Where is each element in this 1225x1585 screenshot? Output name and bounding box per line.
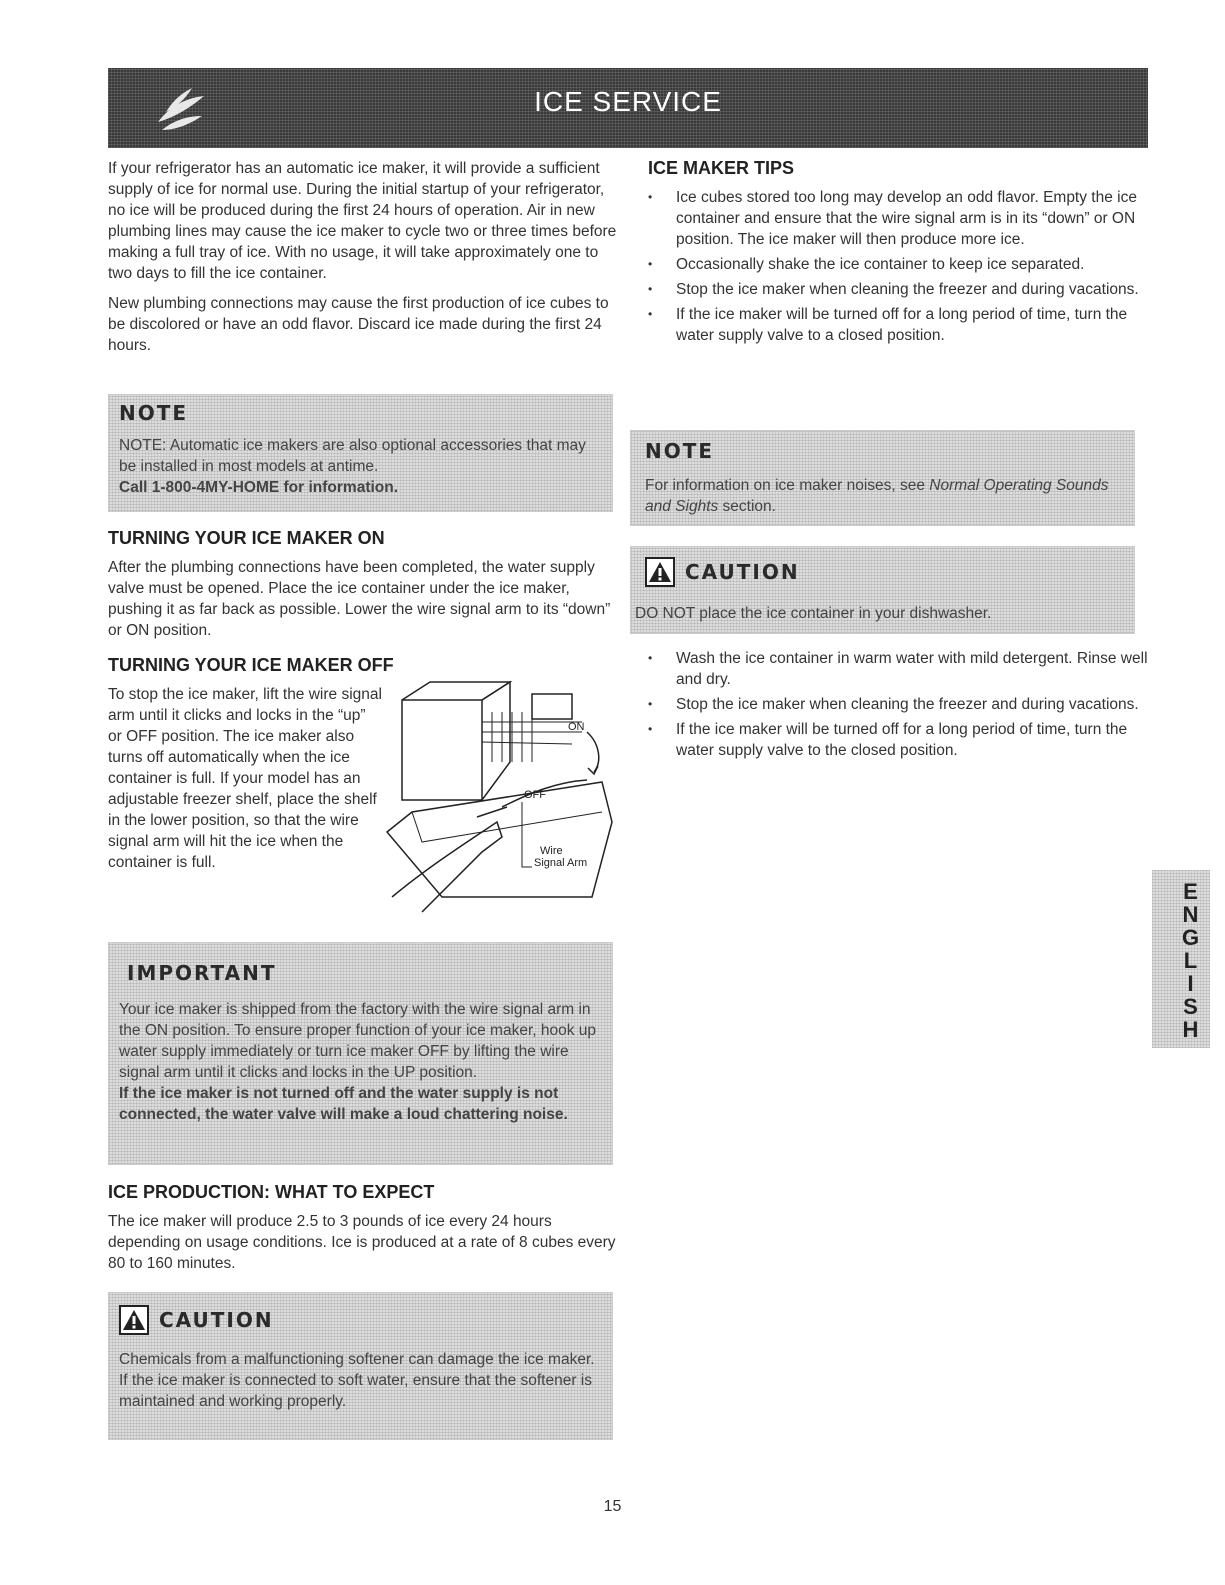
list-item: • Wash the ice container in warm water with mild detergent. Rinse well and dry. xyxy=(648,648,1148,690)
list-item: • Occasionally shake the ice container to keep ice separated. xyxy=(648,254,1148,275)
left-column xyxy=(108,158,620,365)
note-text-italic: Normal Operating Sounds and Sights xyxy=(645,477,1109,515)
care-section xyxy=(648,648,1148,765)
caution-heading: CAUTION xyxy=(159,1308,274,1332)
section-banner xyxy=(108,68,1148,148)
important-text: Your ice maker is shipped from the factory with the wire signal arm in the ON position. To ensure proper function of your ice maker, hook up water supply immediately or turn ice maker OFF by lifting the wire signal arm until it clicks and locks in the UP position. xyxy=(119,1001,597,1081)
list-item: • If the ice maker will be turned off for a long period of time, turn the water supply valve to a closed position. xyxy=(648,304,1148,346)
turning-on-section xyxy=(108,528,620,650)
caution-box xyxy=(108,1292,613,1440)
note-box-2 xyxy=(630,430,1135,526)
note-text-2 xyxy=(645,475,1125,517)
note-text: NOTE: Automatic ice makers are also optional accessories that may be installed in most models at antime. xyxy=(119,437,586,475)
production-text: The ice maker will produce 2.5 to 3 pounds of ice every 24 hours depending on usage conditions. Ice is produced at a rate of 8 cubes every 80 to 160 minutes. xyxy=(108,1213,616,1272)
care-list xyxy=(648,648,1148,761)
turning-off-section xyxy=(108,655,394,882)
tips-list xyxy=(648,187,1148,346)
note-text-suffix: section. xyxy=(718,498,776,515)
intro-paragraph-1: If your refrigerator has an automatic ice maker, it will provide a sufficient supply of ice for normal use. During the initial startup of your refrigerator, no ice will be produced during the first 24 hours of operation. Air in new plumbing lines may cause the ice maker to cycle two or three times before making a full tray of ice. With no usage, it will take approximately one to two days to fill the ice container. xyxy=(108,160,617,282)
caution-text: Chemicals from a malfunctioning softener can damage the ice maker. If the ice maker is connected to soft water, ensure that the softener is maintained and working properly. xyxy=(119,1351,595,1410)
caution-box-2 xyxy=(630,546,1135,634)
important-warning-text: If the ice maker is not turned off and the water supply is not connected, the water valve will make a loud chattering noise. xyxy=(119,1085,568,1123)
list-item: • Stop the ice maker when cleaning the freezer and during vacations. xyxy=(648,694,1148,715)
note-box xyxy=(108,394,613,512)
label-wire: Wire xyxy=(540,845,563,857)
list-item: • Ice cubes stored too long may develop an odd flavor. Empty the ice container and ensure that the wire signal arm is in its “down” or ON position. The ice maker will then produce more ice. xyxy=(648,187,1148,250)
tips-heading: ICE MAKER TIPS xyxy=(648,158,795,178)
note-heading-2: NOTE xyxy=(645,439,715,463)
right-column xyxy=(648,158,1148,350)
label-off: OFF xyxy=(524,789,546,801)
important-box xyxy=(108,942,613,1165)
label-on: ON xyxy=(568,721,585,733)
turning-on-heading: TURNING YOUR ICE MAKER ON xyxy=(108,528,385,548)
production-heading: ICE PRODUCTION: WHAT TO EXPECT xyxy=(108,1182,435,1202)
turning-off-heading: TURNING YOUR ICE MAKER OFF xyxy=(108,655,394,675)
list-item: • Stop the ice maker when cleaning the freezer and during vacations. xyxy=(648,279,1148,300)
turning-on-text: After the plumbing connections have been completed, the water supply valve must be opened. Place the ice container under the ice maker, pushing it as far back as possible. Lower the wire signal arm to its “down” or ON position. xyxy=(108,559,611,639)
warning-icon xyxy=(119,1305,149,1335)
note-phone-text: Call 1-800-4MY-HOME for information. xyxy=(119,479,399,496)
production-section xyxy=(108,1182,620,1283)
list-item: • If the ice maker will be turned off for a long period of time, turn the water supply valve to the closed position. xyxy=(648,719,1148,761)
note-text-prefix: For information on ice maker noises, see xyxy=(645,477,930,494)
ice-maker-illustration xyxy=(382,672,622,917)
caution-heading-2: CAUTION xyxy=(685,560,800,584)
page-title: ICE SERVICE xyxy=(534,86,722,117)
note-heading: NOTE xyxy=(119,401,189,425)
turning-off-text: To stop the ice maker, lift the wire signal arm until it clicks and locks in the “up” or OFF position. The ice maker also turns off automatically when the ice container is full. If your model has an adjustable freezer shelf, place the shelf in the lower position, so that the wire signal arm will hit the ice when the container is full. xyxy=(108,686,382,871)
warning-icon xyxy=(645,557,675,587)
caution-text-2: DO NOT place the ice container in your dishwasher. xyxy=(635,605,992,622)
language-tab xyxy=(1152,870,1210,1048)
intro-paragraph-2: New plumbing connections may cause the first production of ice cubes to be discolored or have an odd flavor. Discard ice made during the first 24 hours. xyxy=(108,295,609,354)
label-signal-arm: Signal Arm xyxy=(534,857,588,869)
language-tab-label: ENGLISH xyxy=(1178,878,1203,1040)
page-number: 15 xyxy=(603,1498,622,1515)
important-heading: IMPORTANT xyxy=(127,961,277,985)
